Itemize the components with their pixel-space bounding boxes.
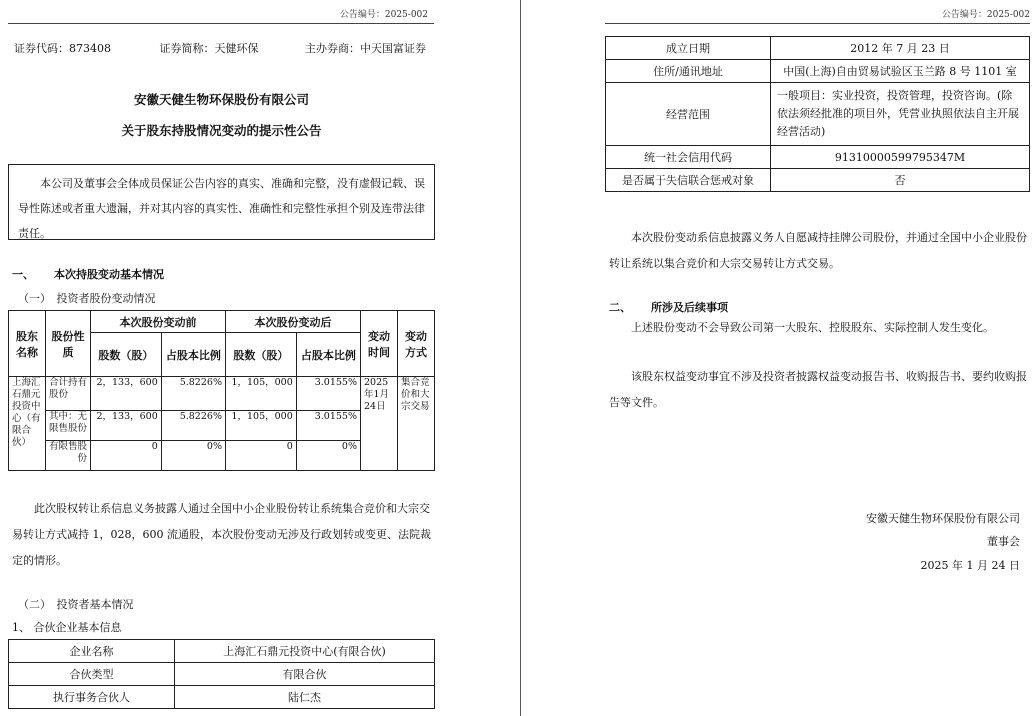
table-row — [9, 663, 435, 686]
section2-paragraph1: 上述股份变动不会导致公司第一大股东、控股股东、实际控制人发生变化。 — [631, 321, 994, 334]
ratio-after-cell: 3.0155% — [296, 377, 360, 411]
shares-before-cell: 2，133，600 — [91, 377, 162, 411]
signature-company: 安徽天健生物环保股份有限公司 — [866, 512, 1020, 525]
holder-name: 上海汇石鼎元投资中心（有限合伙） — [9, 377, 46, 471]
table-row — [9, 377, 435, 411]
header-rule — [8, 23, 434, 24]
nature-cell: 合计持有股份 — [46, 377, 91, 411]
ratio-before-cell: 0% — [161, 441, 225, 471]
company-title: 安徽天健生物环保股份有限公司 — [133, 92, 309, 107]
partner-value: 有限合伙 — [175, 663, 435, 686]
header-rule — [605, 23, 1030, 24]
subsection1-heading: （一） 投资者股份变动情况 — [18, 292, 156, 305]
change-time: 2025年1月24日 — [361, 377, 398, 471]
header-shares-after: 股数（股） — [225, 333, 296, 377]
ratio-after-cell: 0% — [296, 441, 360, 471]
table-row — [606, 83, 1030, 146]
ratio-after-cell: 3.0155% — [296, 411, 360, 441]
shares-before-cell: 2，133，600 — [91, 411, 162, 441]
partner-value: 陆仁杰 — [175, 686, 435, 709]
partner-info-table — [8, 639, 435, 709]
signature-board: 董事会 — [987, 535, 1020, 548]
stock-code: 证券代码：873408 — [14, 42, 111, 55]
header-after: 本次股份变动后 — [225, 311, 360, 333]
partner-key: 合伙类型 — [9, 663, 175, 686]
table-row — [9, 640, 435, 663]
change-method: 集合竞价和大宗交易 — [398, 377, 435, 471]
reduction-paragraph: 本次股份变动系信息披露义务人自愿减持挂牌公司股份，并通过全国中小企业股份转让系统以集合竞价和大宗交易转让方式交易。 — [609, 231, 1027, 270]
table-row — [606, 146, 1030, 169]
header-ratio-before: 占股本比例 — [161, 333, 225, 377]
header-shares-before: 股数（股） — [91, 333, 162, 377]
table-row — [606, 60, 1030, 83]
disclaimer-box: 本公司及董事会全体成员保证公告内容的真实、准确和完整，没有虚假记载、误导性陈述或者重大遗漏，并对其内容的真实性、准确性和完整性承担个别及连带法律责任。 — [8, 164, 435, 240]
header-ratio-after: 占股本比例 — [296, 333, 360, 377]
header-time: 变动时间 — [361, 311, 398, 377]
section1-number: 一、 — [12, 268, 34, 281]
broker: 主办券商：中天国富证券 — [305, 42, 426, 55]
info-value: 91310000599795347M — [771, 146, 1030, 169]
header-nature: 股份性质 — [46, 311, 91, 377]
table-row — [606, 169, 1030, 192]
header-holder: 股东名称 — [9, 311, 46, 377]
shares-after-cell: 0 — [225, 441, 296, 471]
partner-value: 上海汇石鼎元投资中心(有限合伙) — [175, 640, 435, 663]
right-page — [521, 0, 1034, 716]
partner-key: 执行事务合伙人 — [9, 686, 175, 709]
ratio-before-cell: 5.8226% — [161, 411, 225, 441]
section2-number: 二、 — [609, 301, 631, 314]
info-key: 成立日期 — [606, 37, 771, 60]
info-value: 中国(上海)自由贸易试验区玉兰路 8 号 1101 室 — [771, 60, 1030, 83]
shares-after-cell: 1，105，000 — [225, 377, 296, 411]
info-value: 一般项目：实业投资，投资管理，投资咨询。(除依法须经批准的项目外，凭营业执照依法自主开展经营活动) — [771, 83, 1030, 146]
subsection2-1-heading: 1、 合伙企业基本信息 — [12, 621, 122, 634]
shares-after-cell: 1，105，000 — [225, 411, 296, 441]
stock-info-line — [14, 40, 426, 56]
notice-title: 关于股东持股情况变动的提示性公告 — [121, 123, 322, 138]
section2-paragraph2: 该股东权益变动事宜不涉及投资者披露权益变动报告书、收购报告书、要约收购报告等文件。 — [609, 370, 1027, 409]
ratio-before-cell: 5.8226% — [161, 377, 225, 411]
share-change-table — [8, 310, 435, 471]
partner-info-table-continued — [605, 36, 1030, 192]
info-value: 2012 年 7 月 23 日 — [771, 37, 1030, 60]
info-key: 是否属于失信联合惩戒对象 — [606, 169, 771, 192]
subsection2-heading: （二） 投资者基本情况 — [18, 598, 134, 611]
stock-abbr: 证券简称：天健环保 — [159, 42, 259, 55]
info-key: 住所/通讯地址 — [606, 60, 771, 83]
info-key: 经营范围 — [606, 83, 771, 146]
header-before: 本次股份变动前 — [91, 311, 226, 333]
nature-cell: 有限售股份 — [46, 441, 91, 471]
info-key: 统一社会信用代码 — [606, 146, 771, 169]
partner-key: 企业名称 — [9, 640, 175, 663]
signature-date: 2025 年 1 月 24 日 — [920, 559, 1020, 572]
section1-heading: 本次持股变动基本情况 — [54, 268, 164, 281]
table-row — [606, 37, 1030, 60]
info-value: 否 — [771, 169, 1030, 192]
nature-cell: 其中：无限售股份 — [46, 411, 91, 441]
notice-number: 公告编号：2025-002 — [339, 10, 428, 20]
notice-number: 公告编号：2025-002 — [941, 10, 1030, 20]
section2-heading: 所涉及后续事项 — [651, 301, 728, 314]
header-method: 变动方式 — [398, 311, 435, 377]
transfer-paragraph: 此次股权转让系信息义务披露人通过全国中小企业股份转让系统集合竞价和大宗交易转让方式减持 1，028，600 流通股，本次股份变动无涉及行政划转或变更、法院裁定的情形。 — [12, 502, 431, 567]
shares-before-cell: 0 — [91, 441, 162, 471]
table-row — [9, 686, 435, 709]
